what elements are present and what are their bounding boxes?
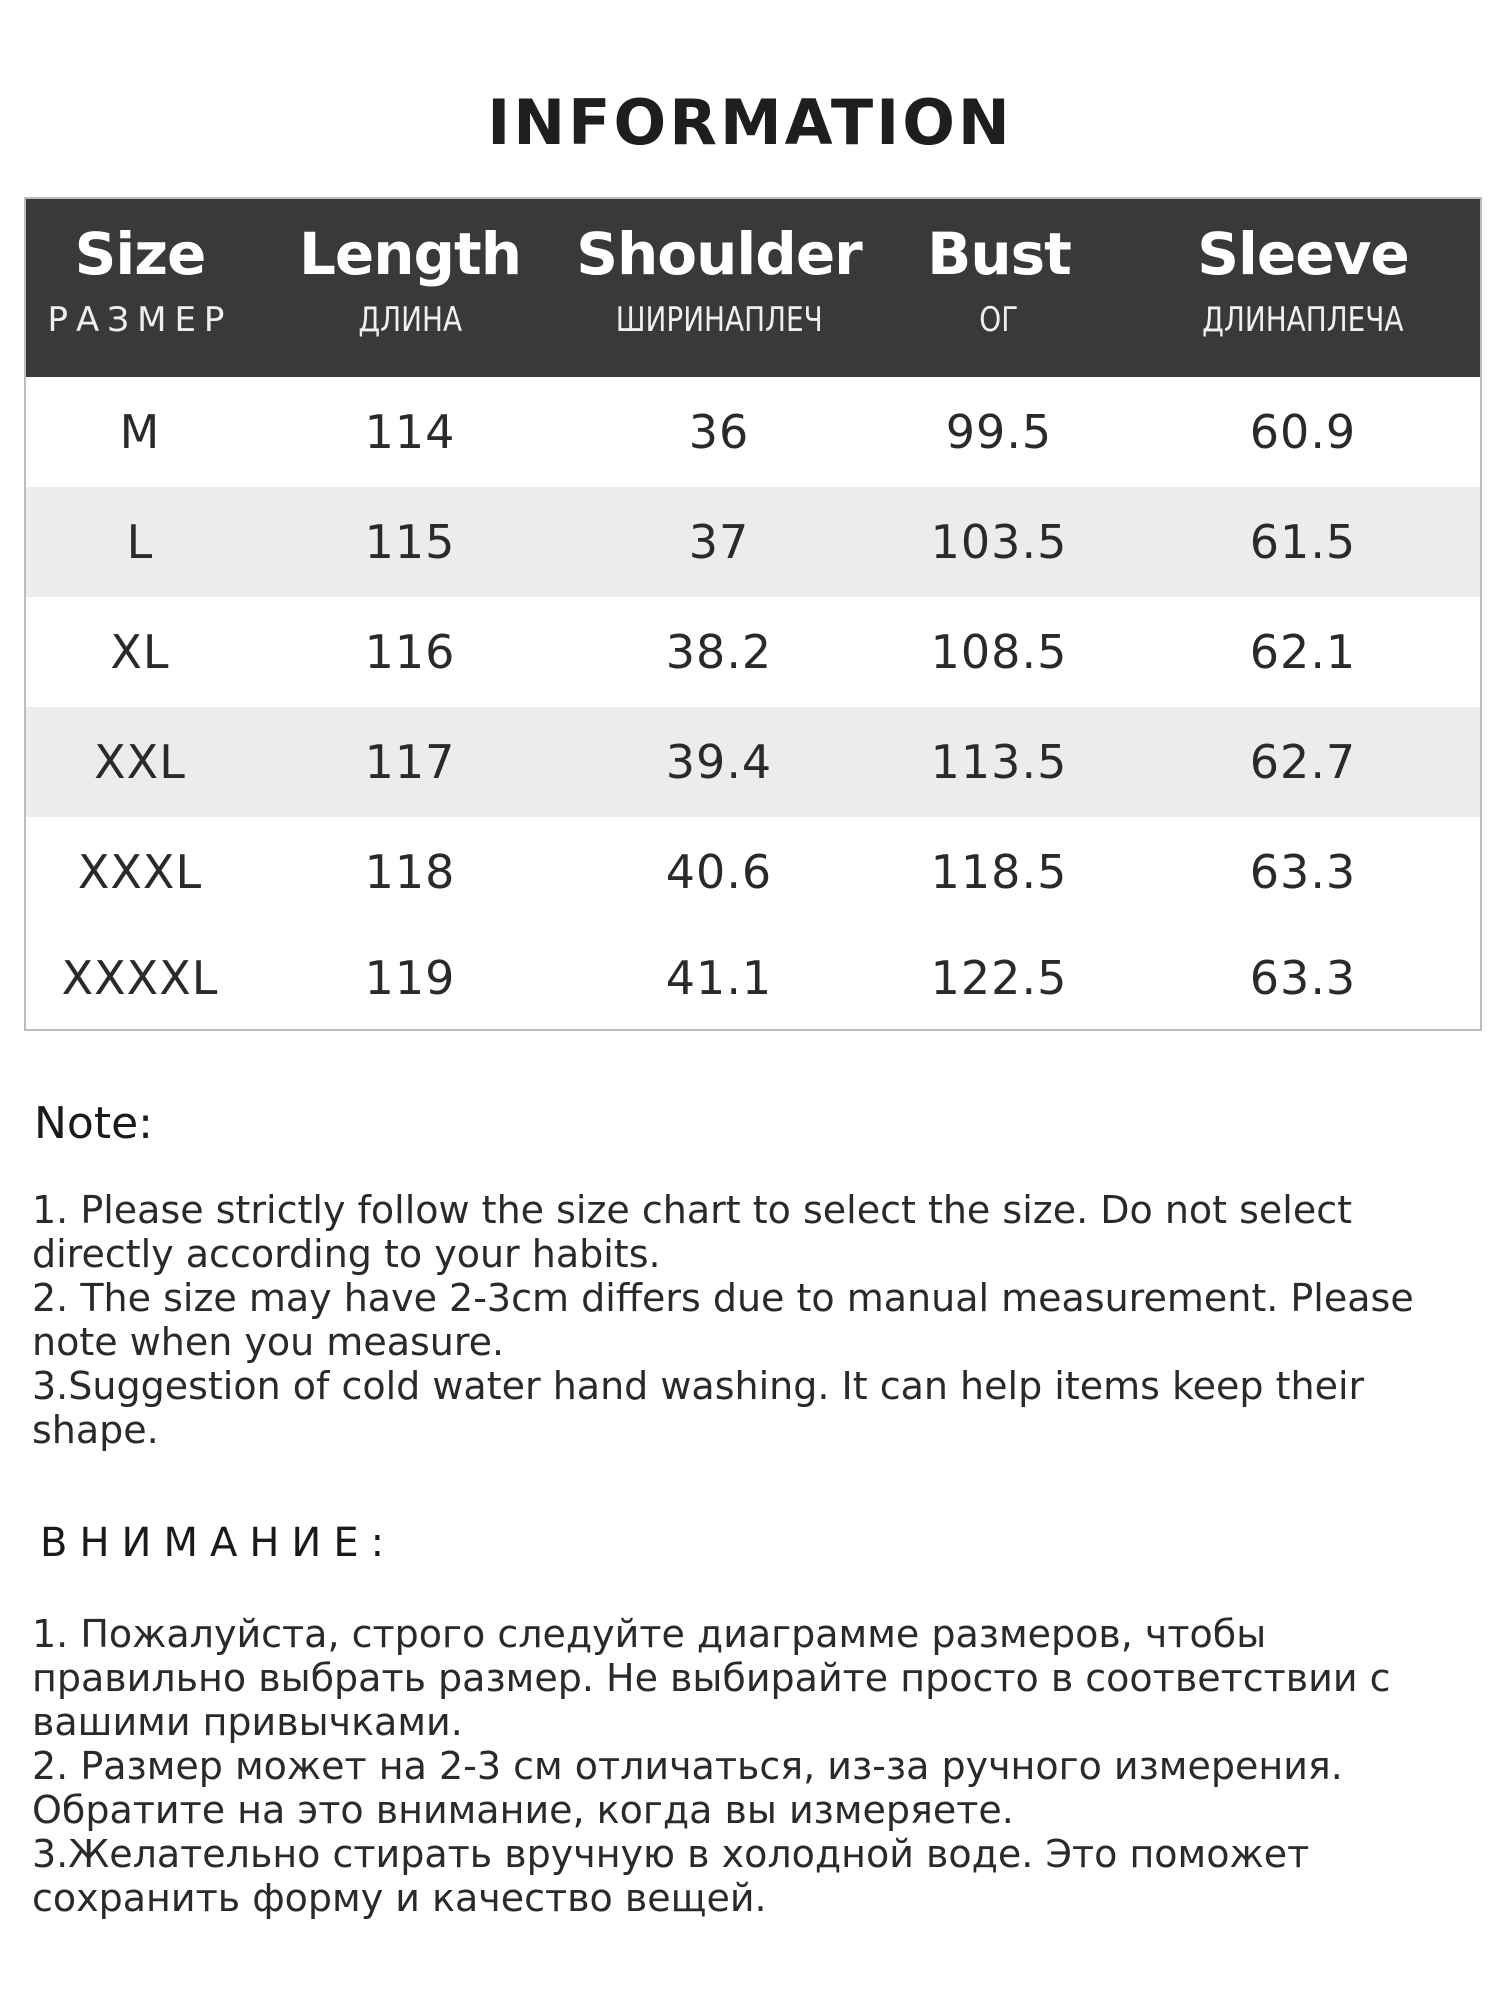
header-label-ru: ШИРИНАПЛЕЧ	[615, 299, 823, 340]
header-label-en: Bust	[927, 220, 1071, 288]
cell-sleeve: 63.3	[1249, 845, 1357, 899]
table-row	[26, 597, 1480, 707]
cell-length: 114	[364, 405, 456, 459]
cell-length: 116	[364, 625, 456, 679]
header-size	[26, 199, 254, 377]
cell-shoulder: 36	[688, 405, 750, 459]
cell-bust: 103.5	[930, 515, 1068, 569]
cell-bust: 122.5	[930, 951, 1068, 1005]
cell-shoulder: 37	[688, 515, 750, 569]
header-label-ru: ДЛИНА	[358, 299, 462, 340]
table-row	[26, 707, 1480, 817]
cell-size: XXL	[94, 735, 186, 789]
cell-length: 119	[364, 951, 456, 1005]
cell-shoulder: 41.1	[665, 951, 773, 1005]
cell-size: XL	[110, 625, 170, 679]
cell-bust: 113.5	[930, 735, 1068, 789]
cell-sleeve: 62.1	[1249, 625, 1357, 679]
table-row	[26, 487, 1480, 597]
header-sleeve	[1126, 199, 1480, 377]
cell-size: XXXXL	[61, 951, 219, 1005]
cell-sleeve: 60.9	[1249, 405, 1357, 459]
cell-sleeve: 61.5	[1249, 515, 1357, 569]
cell-shoulder: 39.4	[665, 735, 773, 789]
cell-bust: 99.5	[945, 405, 1053, 459]
header-label-en: Sleeve	[1197, 220, 1409, 288]
cell-length: 117	[364, 735, 456, 789]
table-row	[26, 817, 1480, 927]
cell-length: 115	[364, 515, 456, 569]
note-item: 3.Suggestion of cold water hand washing. It can help items keep their shape.	[32, 1364, 1365, 1452]
header-label-en: Shoulder	[576, 220, 862, 288]
cell-size: M	[119, 405, 161, 459]
header-label-ru: ОГ	[979, 299, 1019, 340]
cell-bust: 108.5	[930, 625, 1068, 679]
cell-size: XXXL	[77, 845, 203, 899]
note-item: 2. The size may have 2-3cm differs due to manual measurement. Please note when you measure.	[32, 1276, 1414, 1364]
header-label-ru: РАЗМЕР	[47, 299, 233, 340]
cell-shoulder: 40.6	[665, 845, 773, 899]
note-list	[32, 1188, 1452, 1452]
attention-item: 3.Желательно стирать вручную в холодной воде. Это поможет сохранить форму и качество вещей.	[32, 1832, 1310, 1920]
cell-length: 118	[364, 845, 456, 899]
size-table	[24, 197, 1482, 1031]
header-length	[254, 199, 566, 377]
cell-shoulder: 38.2	[665, 625, 773, 679]
cell-sleeve: 62.7	[1249, 735, 1357, 789]
note-item: 1. Please strictly follow the size chart to select the size. Do not select directly according to your habits.	[32, 1188, 1353, 1276]
header-label-en: Size	[74, 220, 206, 288]
header-shoulder	[566, 199, 872, 377]
cell-bust: 118.5	[930, 845, 1068, 899]
cell-size: L	[126, 515, 154, 569]
note-heading: Note:	[34, 1098, 153, 1149]
table-header	[26, 199, 1480, 377]
header-label-ru: ДЛИНАПЛЕЧА	[1202, 299, 1404, 340]
attention-list	[32, 1612, 1462, 1920]
page-title: INFORMATION	[487, 86, 1013, 159]
table-row	[26, 927, 1480, 1029]
attention-item: 2. Размер может на 2-3 см отличаться, из-за ручного измерения. Обратите на это внимание, когда вы измеряете.	[32, 1744, 1343, 1832]
attention-heading: ВНИМАНИЕ:	[40, 1520, 397, 1566]
attention-item: 1. Пожалуйста, строго следуйте диаграмме размеров, чтобы правильно выбрать размер. Не выбирайте просто в соответствии с вашими привычками.	[32, 1612, 1391, 1744]
cell-sleeve: 63.3	[1249, 951, 1357, 1005]
table-row	[26, 377, 1480, 487]
header-label-en: Length	[298, 220, 522, 288]
header-bust	[872, 199, 1126, 377]
